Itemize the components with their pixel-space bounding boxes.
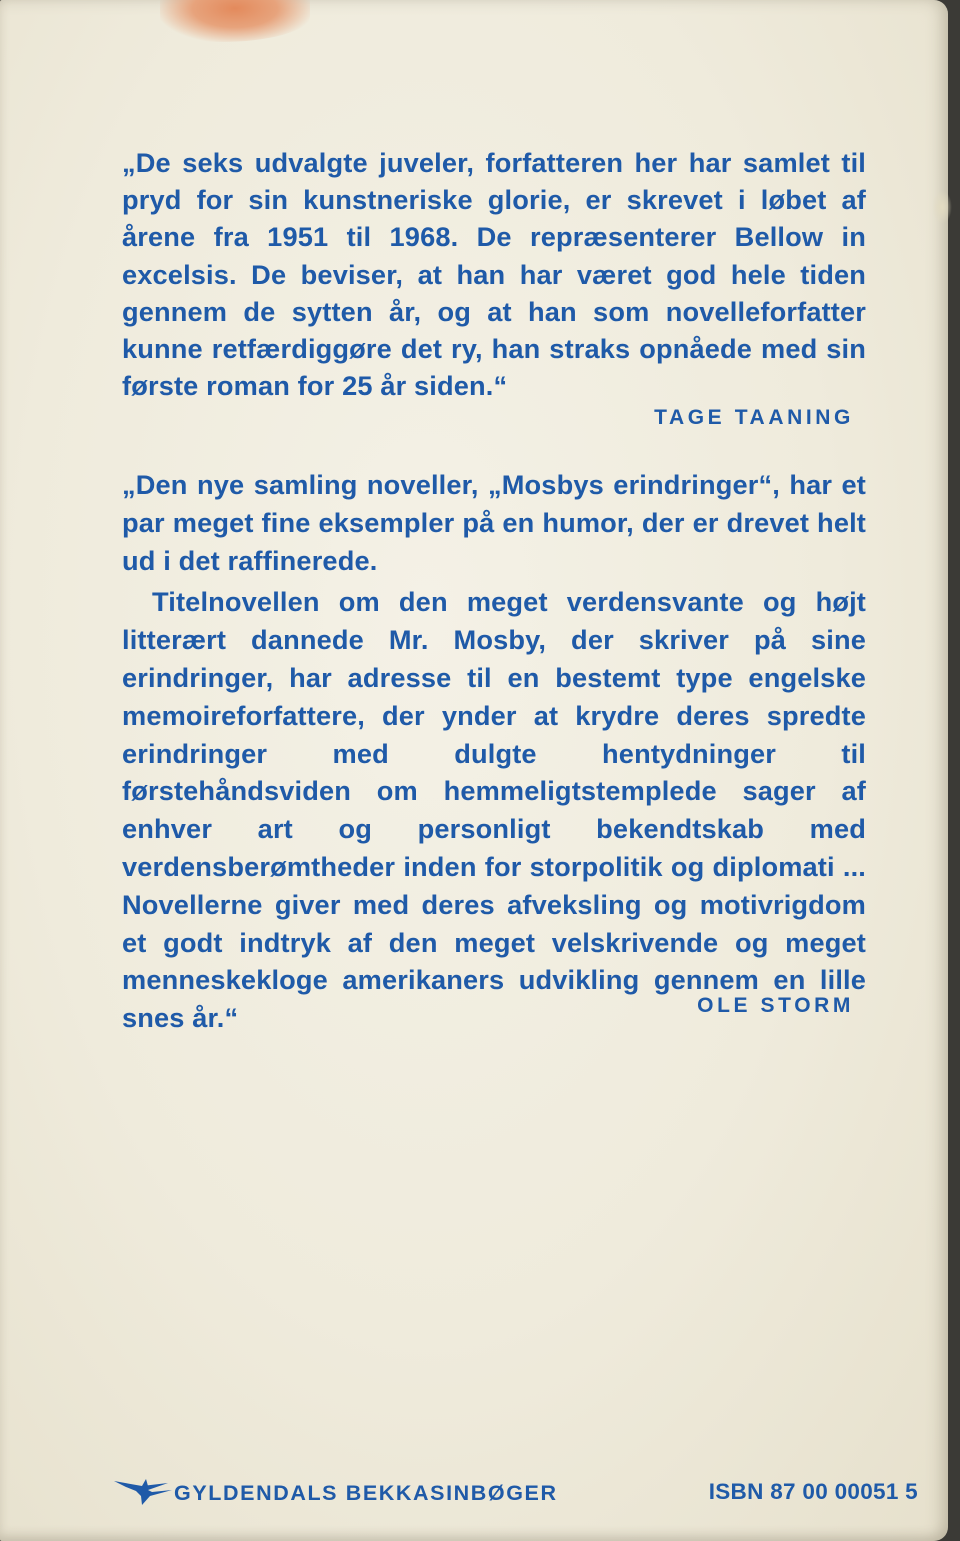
review-quote-2 <box>122 466 866 1037</box>
review-quote-2-paragraph-2: Titelnovellen om den meget verdensvante og højt litterært dannede Mr. Mosby, der skriver på sine erindringer, har adresse til en bestemt type engelske memoireforfattere, der ynder at krydre deres spredte erindringer med dulgte hentydninger til førstehåndsviden om hemmeligtstemplede sager af enhver art og personligt bekendtskab med verdensberømtheder inden for storpolitik og diplomati ... Novellerne giver med deres afveksling og motivrigdom et godt indtryk af den meget velskrivende og meget menneskekloge amerikaners udvikling gennem en lille snes år.“ <box>122 586 866 1034</box>
cover-stain <box>160 0 310 42</box>
publisher-name: GYLDENDALS BEKKASINBØGER <box>174 1481 558 1505</box>
review-author-2: OLE STORM <box>697 994 854 1017</box>
review-quote-1: „De seks udvalgte juveler, forfatteren her har samlet til pryd for sin kunstneriske glorie, er skrevet i løbet af årene fra 1951 til 1968. De repræsenterer Bellow in excelsis. De beviser, at han har været god hele tiden gennem de sytten år, og at han som novelleforfatter kunne retfærdiggøre det ry, han straks opnåede med sin første roman for 25 år siden.“ <box>122 147 866 402</box>
isbn-number: ISBN 87 00 00051 5 <box>708 1479 918 1504</box>
review-author-1: TAGE TAANING <box>654 406 854 429</box>
footer <box>112 1475 918 1509</box>
snipe-bird-icon <box>112 1477 174 1507</box>
cover-spot <box>932 190 952 224</box>
review-quote-2-paragraph-1: „Den nye samling noveller, „Mosbys erindringer“, har et par meget fine eksempler på en humor, der er drevet helt ud i det raffinerede. <box>122 469 866 576</box>
